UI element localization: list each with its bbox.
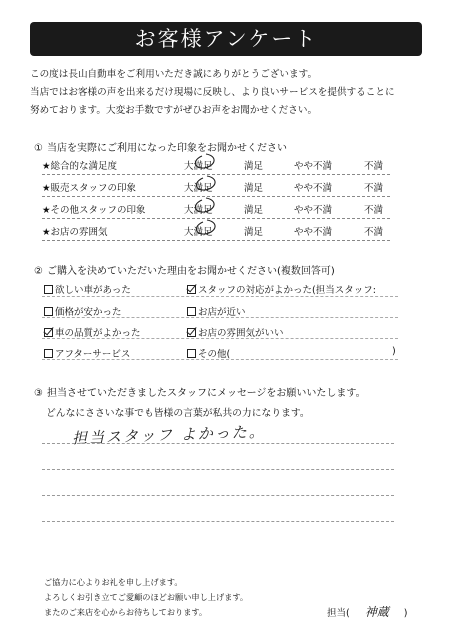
checkbox[interactable]	[44, 285, 53, 294]
rating-option-slightly-dissatisfied[interactable]: やや不満	[294, 161, 333, 172]
rating-option-slightly-dissatisfied[interactable]: やや不満	[294, 183, 333, 194]
question-number: ①	[34, 143, 43, 154]
checkbox[interactable]	[187, 349, 196, 358]
divider	[42, 296, 398, 297]
checkbox[interactable]	[44, 307, 53, 316]
reason-checkbox-after-service[interactable]	[44, 346, 130, 360]
intro-text	[30, 66, 430, 120]
rating-option-very-satisfied[interactable]: 大満足	[184, 205, 213, 216]
reason-checkbox-staff-service[interactable]	[187, 282, 376, 296]
intro-line: 当店ではお客様の声を出来るだけ現場に反映し、より良いサービスを提供することに	[30, 87, 395, 98]
divider	[42, 359, 398, 360]
message-line[interactable]	[42, 443, 394, 444]
reason-label: アフターサービス	[55, 349, 131, 360]
footer-text	[44, 575, 248, 620]
reason-checkbox-wanted-car[interactable]	[44, 282, 131, 296]
rating-label: ★販売スタッフの印象	[42, 183, 137, 194]
question-text: ご購入を決めていただいた理由をお聞かせください(複数回答可)	[46, 266, 335, 277]
other-close-paren: )	[392, 346, 396, 357]
question-text: 担当させていただきましたスタッフにメッセージをお願いいたします。	[46, 388, 366, 399]
reason-checkbox-store-atmosphere[interactable]	[187, 325, 284, 339]
divider	[42, 338, 398, 339]
reason-label: お店が近い	[198, 307, 246, 318]
rating-option-satisfied[interactable]: 満足	[244, 227, 264, 238]
handwritten-circle-marks	[186, 148, 226, 240]
rating-label: ★お店の雰囲気	[42, 227, 108, 238]
rating-option-slightly-dissatisfied[interactable]: やや不満	[294, 205, 333, 216]
staff-label: 担当(	[327, 608, 350, 619]
divider	[42, 317, 398, 318]
handwritten-message: 担当スタッフ よかった。	[71, 422, 267, 448]
message-line[interactable]	[42, 495, 394, 496]
rating-option-dissatisfied[interactable]: 不満	[364, 183, 384, 194]
rating-option-satisfied[interactable]: 満足	[244, 183, 264, 194]
question-number: ②	[34, 266, 43, 277]
staff-field	[327, 603, 407, 620]
reason-label: 車の品質がよかった	[55, 328, 141, 339]
checkbox-checked[interactable]	[187, 285, 196, 294]
reason-checkbox-quality[interactable]	[44, 325, 141, 339]
message-line[interactable]	[42, 521, 394, 522]
rating-option-dissatisfied[interactable]: 不満	[364, 161, 384, 172]
reason-label: 欲しい車があった	[55, 285, 131, 296]
footer-line: ご協力に心よりお礼を申し上げます。	[44, 577, 183, 587]
rating-option-dissatisfied[interactable]: 不満	[364, 227, 384, 238]
rating-option-satisfied[interactable]: 満足	[244, 161, 264, 172]
rating-option-slightly-dissatisfied[interactable]: やや不満	[294, 227, 333, 238]
rating-option-dissatisfied[interactable]: 不満	[364, 205, 384, 216]
question-1-heading	[34, 139, 287, 154]
question-2-heading	[34, 262, 335, 277]
question-text: 当店を実際にご利用になった印象をお聞かせください	[46, 143, 287, 154]
rating-option-very-satisfied[interactable]: 大満足	[184, 227, 213, 238]
rating-label: ★総合的な満足度	[42, 161, 118, 172]
reason-label: 価格が安かった	[55, 307, 122, 318]
staff-close-paren: )	[403, 608, 408, 619]
footer-line: またのご来店を心からお待ちしております。	[44, 607, 208, 617]
question-number: ③	[34, 388, 43, 399]
footer-line: よろしくお引き立てご愛顧のほどお願い申し上げます。	[44, 592, 249, 602]
staff-signature: 神蔵	[364, 605, 389, 619]
reason-label: その他(	[198, 349, 231, 360]
intro-line: この度は長山自動車をご利用いただき誠にありがとうございます。	[30, 69, 318, 80]
question-3-subtext: どんなにささいな事でも皆様の言葉が私共の力になります。	[46, 408, 310, 419]
rating-option-very-satisfied[interactable]: 大満足	[184, 161, 213, 172]
checkbox[interactable]	[44, 349, 53, 358]
checkbox[interactable]	[187, 307, 196, 316]
checkbox-checked[interactable]	[44, 328, 53, 337]
question-3-heading	[34, 384, 366, 399]
reason-checkbox-store-near[interactable]	[187, 304, 246, 318]
rating-option-very-satisfied[interactable]: 大満足	[184, 183, 213, 194]
page-title: お客様アンケート	[30, 22, 422, 56]
rating-option-satisfied[interactable]: 満足	[244, 205, 264, 216]
rating-label: ★その他スタッフの印象	[42, 205, 146, 216]
reason-checkbox-price[interactable]	[44, 304, 122, 318]
reason-checkbox-other[interactable]	[187, 346, 230, 360]
reason-label: お店の雰囲気がいい	[198, 328, 284, 339]
intro-line: 努めております。大変お手数ですがぜひお声をお聞かせください。	[30, 105, 318, 116]
message-line[interactable]	[42, 469, 394, 470]
reason-label: スタッフの対応がよかった(担当スタッフ:	[198, 285, 376, 296]
checkbox-checked[interactable]	[187, 328, 196, 337]
